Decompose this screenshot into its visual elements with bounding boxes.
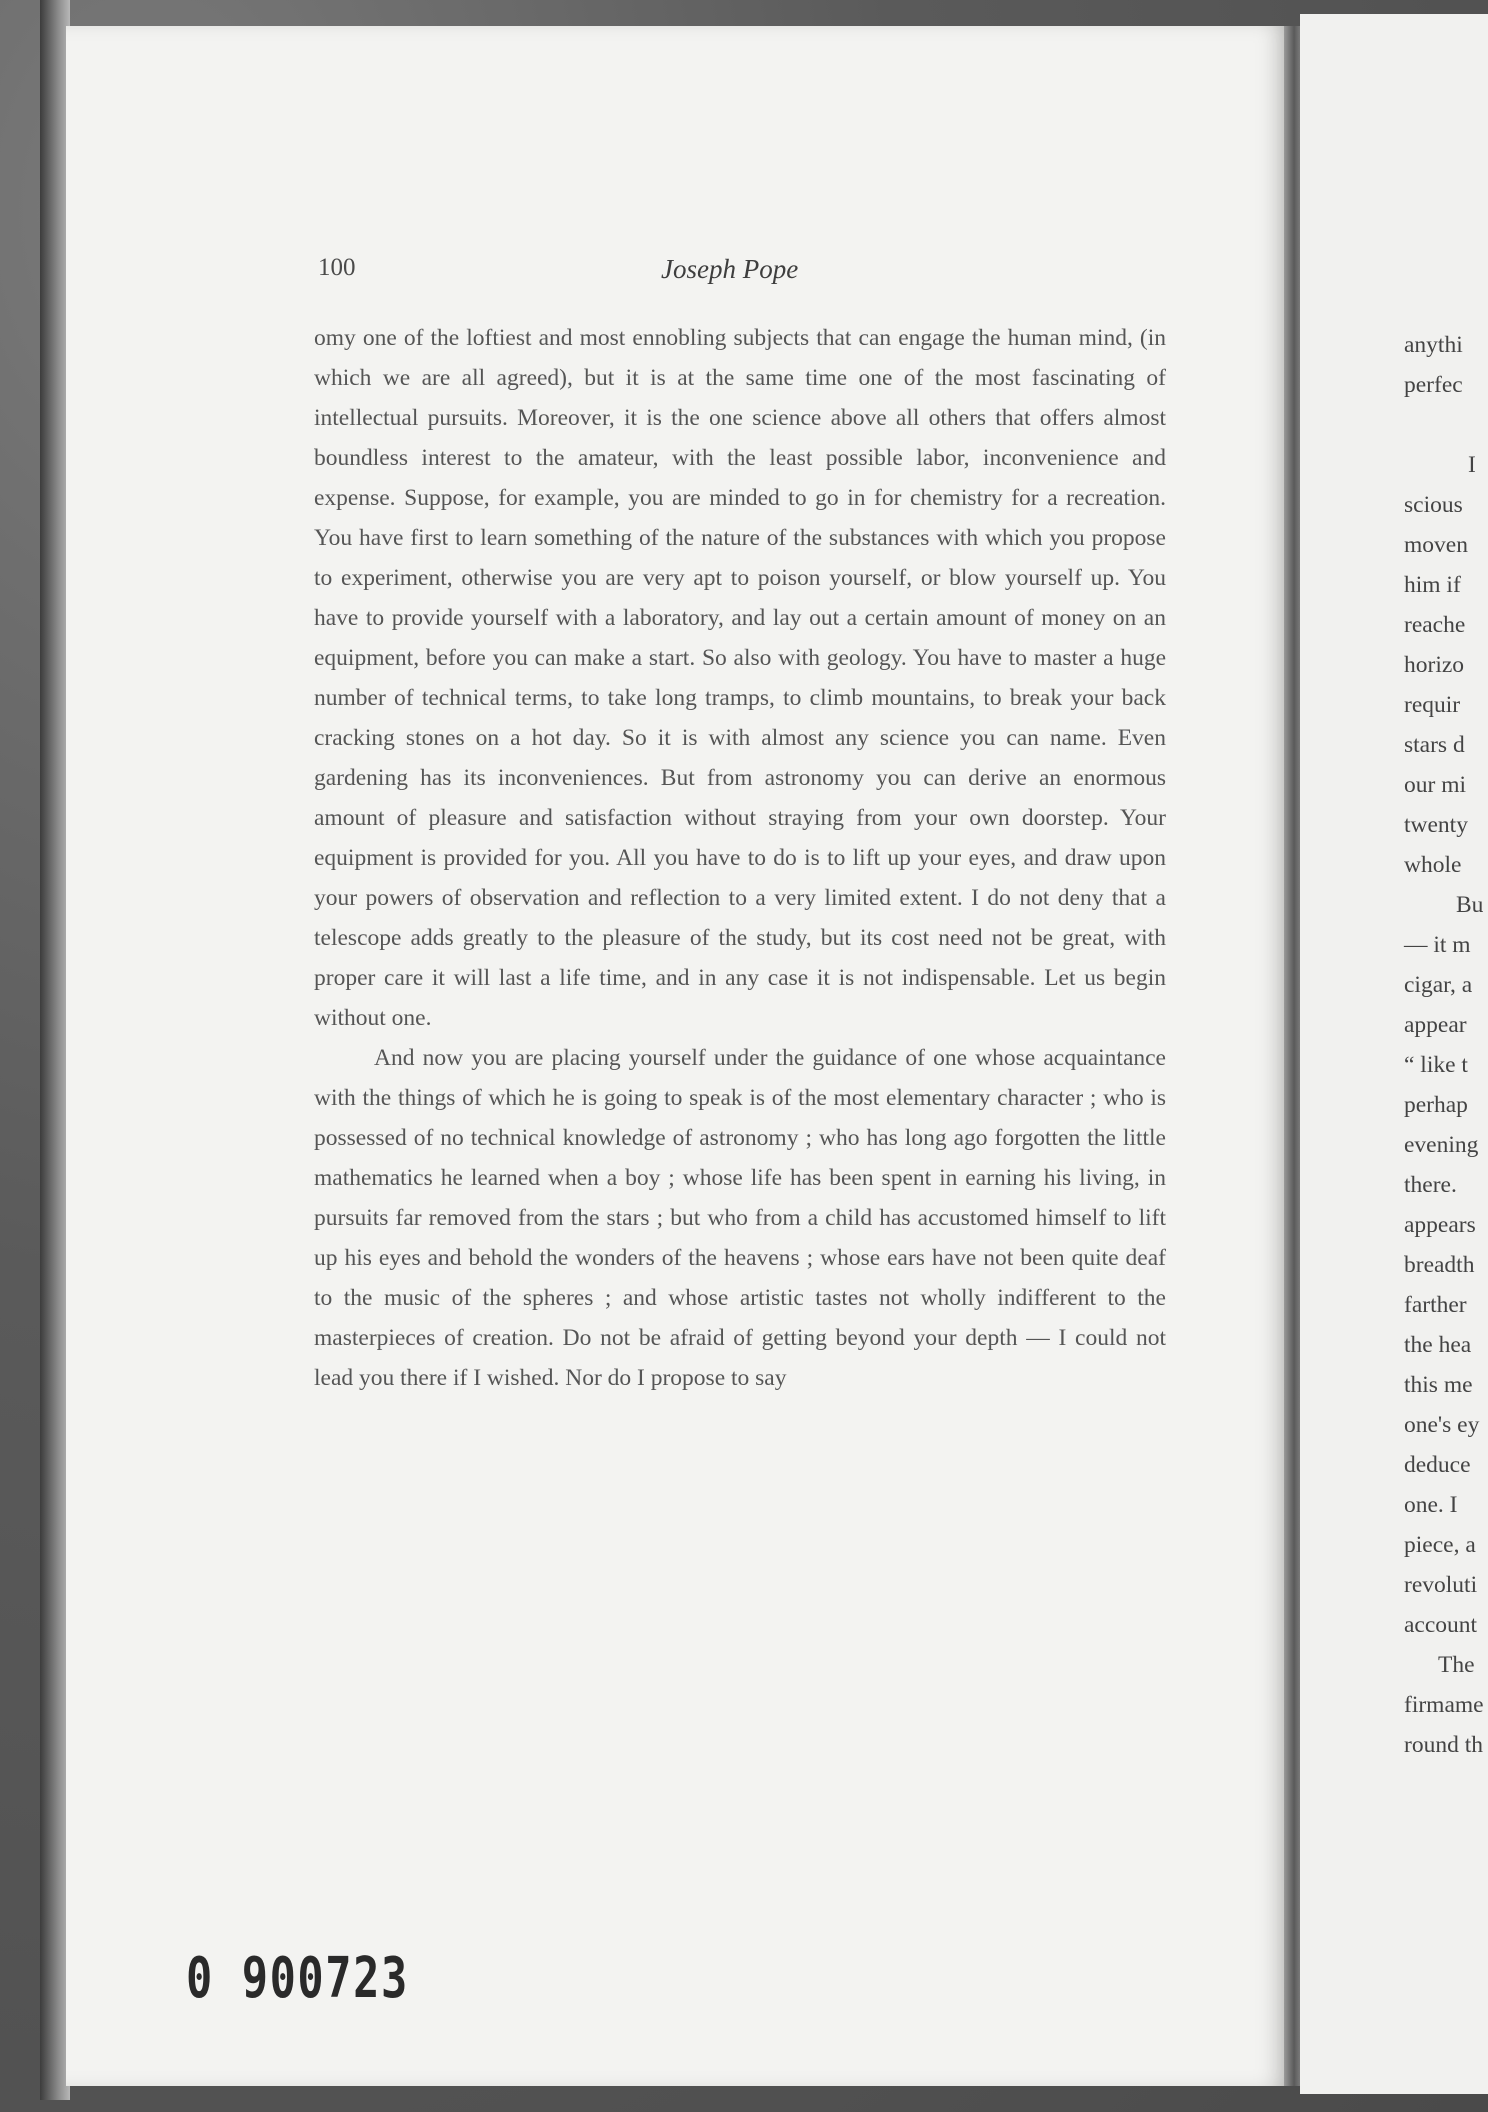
- facing-line: scious: [1404, 492, 1463, 518]
- facing-line: requir: [1404, 692, 1461, 718]
- facing-line: evening: [1404, 1132, 1479, 1158]
- facing-line: one's ey: [1404, 1412, 1480, 1438]
- facing-line: cigar, a: [1404, 972, 1473, 998]
- running-title: Joseph Pope: [661, 254, 799, 284]
- facing-line: there.: [1404, 1172, 1457, 1198]
- facing-line: deduce: [1404, 1452, 1471, 1478]
- facing-line: this me: [1404, 1372, 1473, 1398]
- body-text: [314, 318, 1166, 1398]
- facing-line: our mi: [1404, 772, 1467, 798]
- facing-line: breadth: [1404, 1252, 1475, 1278]
- facing-line: him if: [1404, 572, 1461, 598]
- facing-line: I: [1468, 452, 1476, 478]
- facing-line: moven: [1404, 532, 1468, 558]
- facing-line: twenty: [1404, 812, 1468, 838]
- facing-line: appear: [1404, 1012, 1467, 1038]
- facing-line: round th: [1404, 1732, 1483, 1758]
- facing-line: account: [1404, 1612, 1478, 1638]
- paragraph: omy one of the loftiest and most ennobling subjects that can engage the human mind, (in which we are all agreed), but it is at the same time one of the most fascinating of intellectual pursuits. Moreover, it is the one science above all others that offers almost boundless interest to the amateur, with the least possible labor, inconvenience and expense. Suppose, for example, you are minded to go in for chemistry for a recreation. You have first to learn something of the nature of the substances with which you propose to experiment, otherwise you are very apt to poison yourself, or blow yourself up. You have to provide yourself with a laboratory, and lay out a certain amount of money on an equipment, before you can make a start. So also with geology. You have to master a huge number of technical terms, to take long tramps, to climb mountains, to break your back cracking stones on a hot day. So it is with almost any science you can name. Even gardening has its inconveniences. But from astronomy you can derive an enormous amount of pleasure and satisfaction without straying from your own doorstep. Your equipment is provided for you. All you have to do is to lift up your eyes, and draw upon your powers of observation and reflection to a very limited extent. I do not deny that a telescope adds greatly to the pleasure of the study, but its cost need not be great, with proper care it will last a life time, and in any case it is not indispensable. Let us begin without one.: [314, 325, 1166, 1031]
- facing-line: perfec: [1404, 372, 1463, 398]
- running-head: [316, 254, 1166, 294]
- accession-number: 0 900723: [186, 1946, 409, 2011]
- paragraph: And now you are placing yourself under the guidance of one whose acquaintance with the things of which he is going to speak is of the most elementary character ; who is possessed of no technical knowledge of astronomy ; who has long ago forgotten the little mathematics he learned when a boy ; whose life has been spent in earning his living, in pursuits far removed from the stars ; but who from a child has accustomed himself to lift up his eyes and behold the wonders of the heavens ; whose ears have not been quite deaf to the music of the spheres ; and whose artistic tastes not wholly indifferent to the masterpieces of creation. Do not be afraid of getting beyond your depth — I could not lead you there if I wished. Nor do I propose to say: [314, 1045, 1166, 1391]
- facing-line: reache: [1404, 612, 1466, 638]
- facing-line: stars d: [1404, 732, 1465, 758]
- facing-line: Bu: [1456, 892, 1484, 918]
- facing-line: perhap: [1404, 1092, 1468, 1118]
- facing-line: one. I: [1404, 1492, 1458, 1518]
- facing-line: revoluti: [1404, 1572, 1478, 1598]
- facing-line: firmame: [1404, 1692, 1484, 1718]
- facing-line: appears: [1404, 1212, 1476, 1238]
- facing-line: horizo: [1404, 652, 1465, 678]
- page-number: 100: [318, 254, 356, 281]
- facing-line: — it m: [1404, 932, 1471, 958]
- facing-line: piece, a: [1404, 1532, 1476, 1558]
- facing-line: whole: [1404, 852, 1462, 878]
- facing-line: anythi: [1404, 332, 1463, 358]
- facing-line: “ like t: [1404, 1052, 1468, 1078]
- facing-line: farther: [1404, 1292, 1467, 1318]
- facing-line: the hea: [1404, 1332, 1472, 1358]
- facing-line: The: [1438, 1652, 1475, 1678]
